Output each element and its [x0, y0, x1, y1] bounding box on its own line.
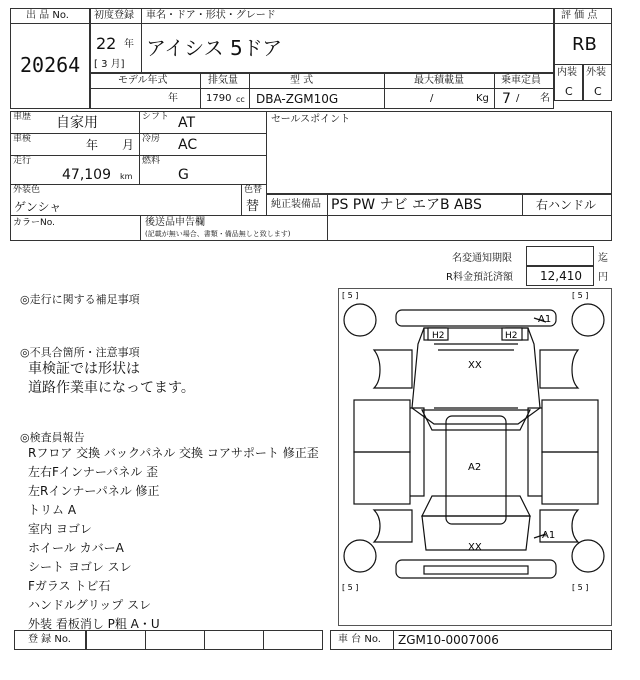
exterior-grade: C	[594, 85, 602, 98]
reg-no-cell-4	[263, 630, 323, 650]
recycle-amount: 12,410	[540, 269, 582, 283]
damage-diagram	[338, 288, 612, 626]
model-year-label: モデル年式	[118, 75, 168, 86]
tire-label-tr: [ 5 ]	[572, 291, 589, 300]
defects-heading: ◎不具合箇所・注意事項	[20, 346, 140, 359]
defects-line-1: 車検証では形状は	[28, 361, 140, 377]
first-reg-year-unit: 年	[124, 39, 134, 50]
exterior-color-label: 外装色	[13, 185, 41, 195]
load-slash: /	[430, 93, 434, 104]
tire-rear-left-icon	[344, 540, 376, 572]
front-bumper	[396, 310, 556, 326]
reg-no-cell-1	[86, 630, 146, 650]
displacement-value: 1790	[206, 93, 232, 104]
color-change-value: 替	[246, 199, 260, 214]
right-front-door	[542, 400, 598, 452]
interior-label: 内装	[557, 67, 577, 78]
inspector-line: シート ヨゴレ スレ	[28, 560, 132, 574]
front-right-fender	[540, 350, 578, 388]
reg-no-cell-3	[204, 630, 264, 650]
inspector-line: 左Rインナーパネル 修正	[28, 484, 160, 498]
load-label: 最大積載量	[414, 75, 464, 86]
damage-mark-xx-top: XX	[468, 360, 482, 371]
right-rear-door	[542, 452, 598, 504]
type-label: 型 式	[290, 75, 314, 86]
windshield	[422, 410, 530, 430]
lot-number-label: 出 品 No.	[26, 10, 69, 21]
capacity-value: 7	[502, 91, 511, 107]
inspection-year-unit: 年	[86, 138, 99, 152]
diagram-frame	[339, 289, 612, 626]
capacity-unit: 名	[540, 93, 550, 104]
left-rear-door	[354, 452, 410, 504]
inspector-line: Rフロア 交換 バックパネル 交換 コアサポート 修正歪	[28, 446, 319, 460]
aftermarket-label: 後送品申告欄	[145, 217, 205, 228]
lot-number: 20264	[20, 53, 81, 77]
history-label: 車歴	[13, 112, 32, 122]
equipment-label: 純正装備品	[271, 199, 321, 210]
rear-left-fender	[374, 510, 412, 542]
inspection-month-unit: 月	[122, 138, 135, 152]
left-front-door	[354, 400, 410, 452]
recycle-unit: 円	[598, 272, 608, 283]
fuel-label: 燃料	[142, 156, 161, 166]
ac-value: AC	[178, 137, 198, 153]
inspector-line: 左右Fインナーパネル 歪	[28, 465, 159, 479]
damage-mark-a2: A2	[468, 462, 482, 473]
equipment-value: PS PW ナビ エアB ABS	[331, 197, 482, 213]
inspection-label: 車検	[13, 134, 32, 144]
damage-mark-h2-left: H2	[432, 331, 445, 341]
vehicle-type: DBA-ZGM10G	[256, 92, 339, 106]
displacement-label: 排気量	[208, 75, 238, 86]
tire-front-right-icon	[572, 304, 604, 336]
mileage-value: 47,109	[62, 167, 111, 183]
capacity-label: 乗車定員	[501, 75, 541, 86]
name-change-box	[526, 246, 594, 266]
exterior-color-value: ゲンシャ	[14, 200, 62, 214]
score-label: 評 価 点	[561, 10, 598, 21]
aftermarket-value-cell	[327, 215, 612, 241]
exterior-label: 外装	[586, 67, 606, 78]
front-left-fender	[374, 350, 412, 388]
ac-label: 冷房	[142, 134, 161, 144]
damage-mark-xx-bottom: XX	[468, 542, 482, 553]
left-sill	[410, 408, 424, 496]
capacity-slash: /	[516, 93, 520, 104]
reg-no-cell-2	[145, 630, 205, 650]
inspector-line: ホイール カバーA	[28, 541, 124, 555]
damage-mark-h2-right: H2	[505, 331, 518, 341]
chassis-label: 車 台 No.	[338, 634, 381, 645]
damage-mark-a1-bottom: A1	[542, 530, 556, 541]
tire-label-bl: [ 5 ]	[342, 583, 359, 592]
mileage-label: 走行	[13, 156, 32, 166]
hood-lines	[434, 344, 518, 408]
sales-point-label: セールスポイント	[271, 114, 351, 125]
name-change-label: 名変通知期限	[452, 253, 512, 264]
load-unit: Kg	[476, 93, 489, 104]
mileage-unit: km	[120, 172, 133, 181]
chassis-number: ZGM10-0007006	[398, 633, 499, 647]
name-label: 車名・ドア・形状・グレード	[146, 10, 276, 21]
shift-value: AT	[178, 115, 196, 131]
rear-bumper	[396, 560, 556, 578]
overall-score: RB	[572, 34, 597, 55]
tire-label-br: [ 5 ]	[572, 583, 589, 592]
inspector-line: 外装 看板消し P粗 A・U	[28, 617, 160, 631]
recycle-label: R料金預託済額	[446, 272, 513, 283]
inspector-line: ハンドルグリップ スレ	[28, 598, 152, 612]
inspector-line: Fガラス トビ石	[28, 579, 111, 593]
reg-no-label: 登 録 No.	[28, 634, 71, 645]
inspector-line: トリム A	[28, 503, 77, 517]
tire-label-tl: [ 5 ]	[342, 291, 359, 300]
color-no-label: カラーNo.	[13, 218, 55, 228]
tire-front-left-icon	[344, 304, 376, 336]
running-notes-heading: ◎走行に関する補足事項	[20, 293, 140, 306]
history-value: 自家用	[56, 115, 98, 131]
interior-grade: C	[565, 85, 573, 98]
rear-plate	[424, 566, 528, 574]
shift-label: シフト	[142, 112, 170, 122]
first-reg-year: 22	[96, 34, 117, 53]
name-change-unit: 迄	[598, 253, 608, 264]
fuel-value: G	[178, 167, 189, 183]
inspector-line: 室内 ヨゴレ	[28, 522, 92, 536]
steering-value: 右ハンドル	[536, 198, 597, 212]
car-name: アイシス 5ドア	[146, 36, 283, 60]
inspector-heading: ◎検査員報告	[20, 431, 85, 444]
right-sill	[528, 408, 542, 496]
damage-mark-a1-top: A1	[538, 314, 552, 325]
first-reg-label: 初度登録	[94, 10, 134, 21]
displacement-unit: cc	[236, 95, 245, 104]
model-year-unit: 年	[168, 93, 178, 104]
first-reg-month: [ 3 月]	[94, 59, 125, 70]
defects-line-2: 道路作業車になってます。	[28, 380, 195, 396]
aftermarket-note: (記載が無い場合、書類・備品無しと致します)	[145, 230, 291, 238]
color-change-label: 色替	[244, 185, 263, 195]
tire-rear-right-icon	[572, 540, 604, 572]
rear-window	[422, 496, 530, 516]
